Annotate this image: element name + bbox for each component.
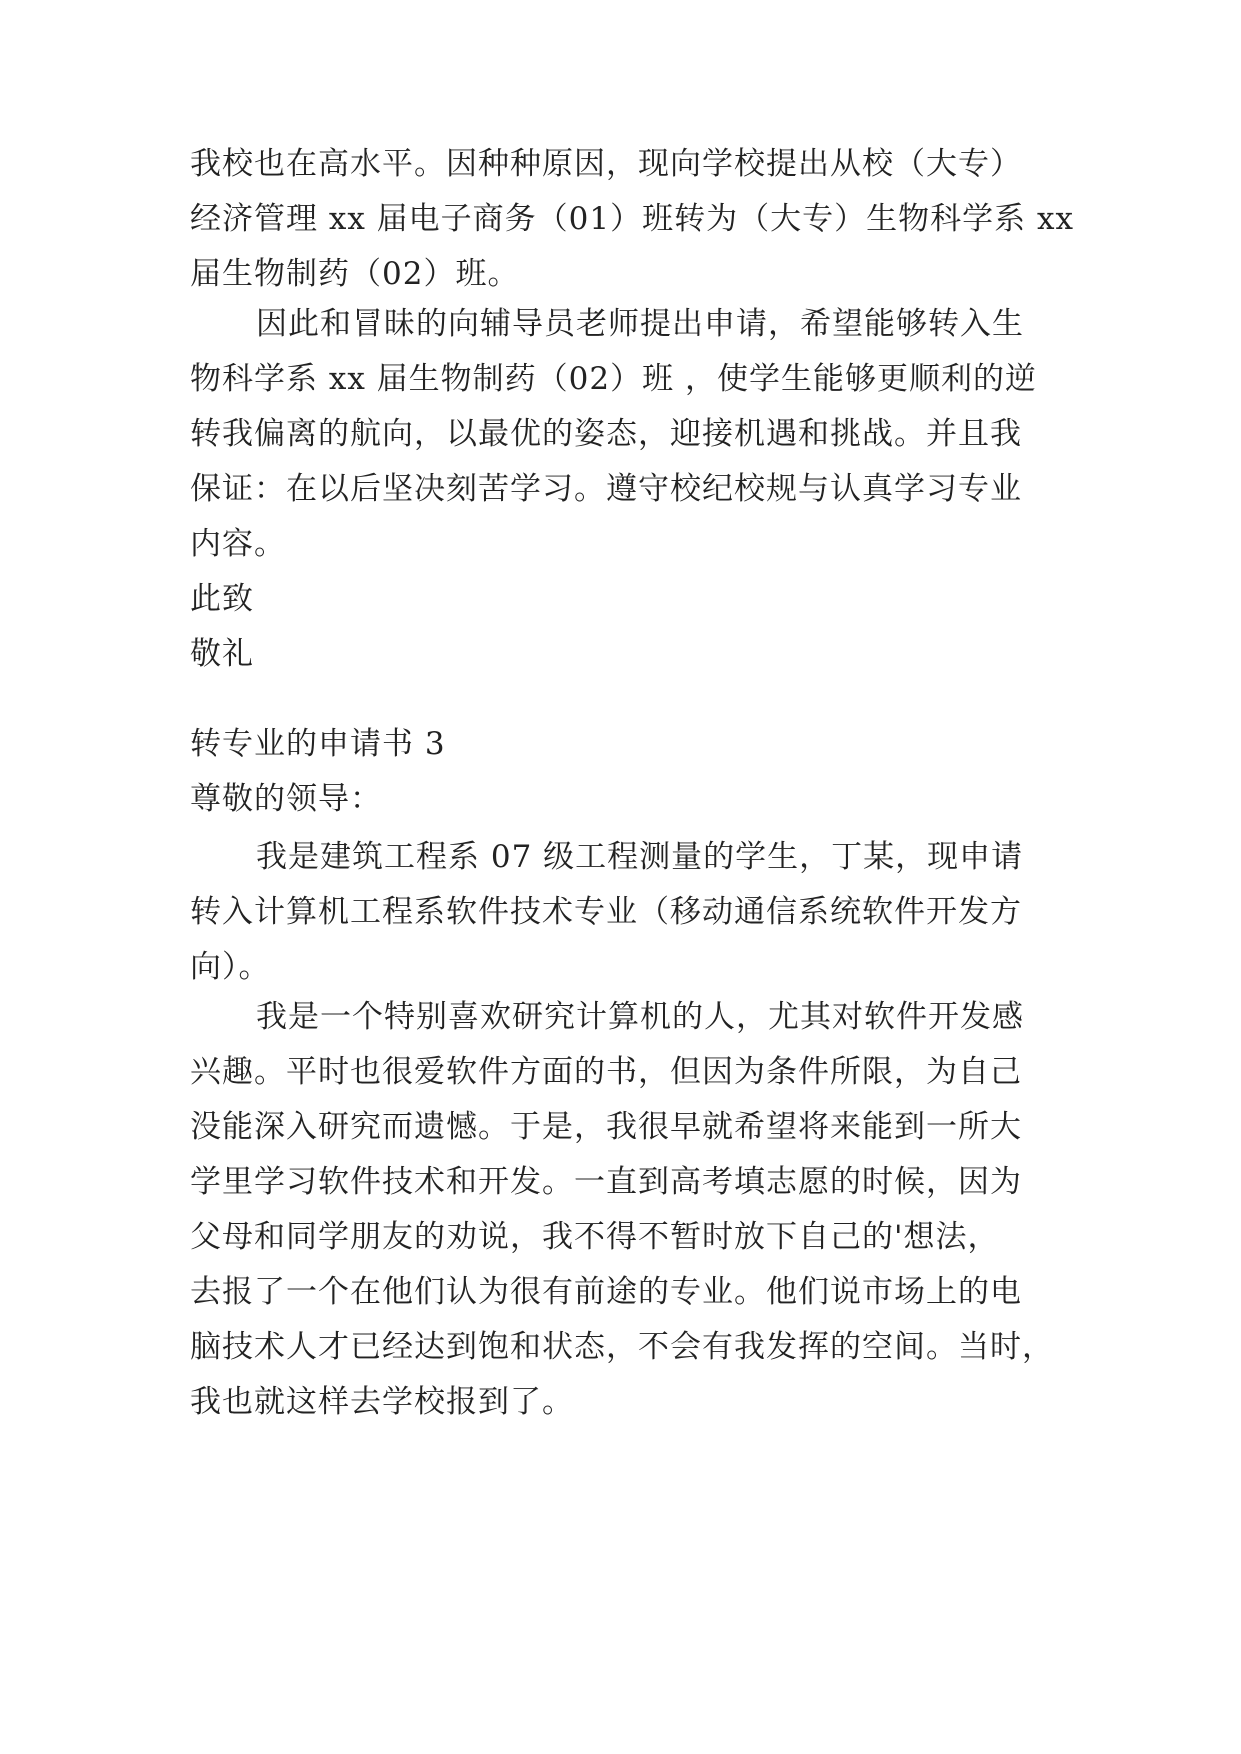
text-line: 物科学系 xx 届生物制药（02）班 ，使学生能够更顺利的逆 (190, 361, 1037, 397)
text-line: 转入计算机工程系软件技术专业（移动通信系统软件开发方 (190, 894, 1022, 930)
text-line: 向）。 (190, 949, 271, 985)
paragraph-request (190, 297, 1052, 682)
text-line: 我是建筑工程系 07 级工程测量的学生，丁某，现申请 (256, 839, 1024, 875)
closing-line: 此致 (190, 581, 254, 617)
text-line: 父母和同学朋友的劝说，我不得不暂时放下自己的'想法， (190, 1219, 1000, 1255)
text-line: 转我偏离的航向，以最优的姿态，迎接机遇和挑战。并且我 (190, 416, 1022, 452)
text-line: 内容。 (190, 526, 286, 562)
text-line: 届生物制药（02）班。 (190, 256, 520, 292)
salutation: 尊敬的领导： (190, 781, 382, 817)
text-line: 兴趣。平时也很爱软件方面的书，但因为条件所限，为自己 (190, 1054, 1022, 1090)
section-title: 转专业的申请书 3 (190, 726, 446, 762)
text-line: 保证：在以后坚决刻苦学习。遵守校纪校规与认真学习专业 (190, 471, 1022, 507)
text-line: 因此和冒昧的向辅导员老师提出申请，希望能够转入生 (256, 306, 1024, 342)
paragraph-intro (190, 830, 1052, 995)
text-line: 我是一个特别喜欢研究计算机的人，尤其对软件开发感 (256, 999, 1024, 1035)
text-line: 脑技术人才已经达到饱和状态，不会有我发挥的空间。当时， (190, 1329, 1054, 1365)
text-line: 我校也在高水平。因种种原因，现向学校提出从校（大专） (190, 146, 1022, 182)
text-line: 我也就这样去学校报到了。 (190, 1384, 574, 1420)
paragraph-body (190, 990, 1052, 1430)
paragraph-continuation (190, 137, 1074, 302)
text-line: 去报了一个在他们认为很有前途的专业。他们说市场上的电 (190, 1274, 1022, 1310)
text-line: 经济管理 xx 届电子商务（01）班转为（大专）生物科学系 xx (190, 201, 1074, 237)
section-header (190, 717, 1052, 827)
text-line: 学里学习软件技术和开发。一直到高考填志愿的时候，因为 (190, 1164, 1022, 1200)
text-line: 没能深入研究而遗憾。于是，我很早就希望将来能到一所大 (190, 1109, 1022, 1145)
closing-line: 敬礼 (190, 636, 254, 672)
